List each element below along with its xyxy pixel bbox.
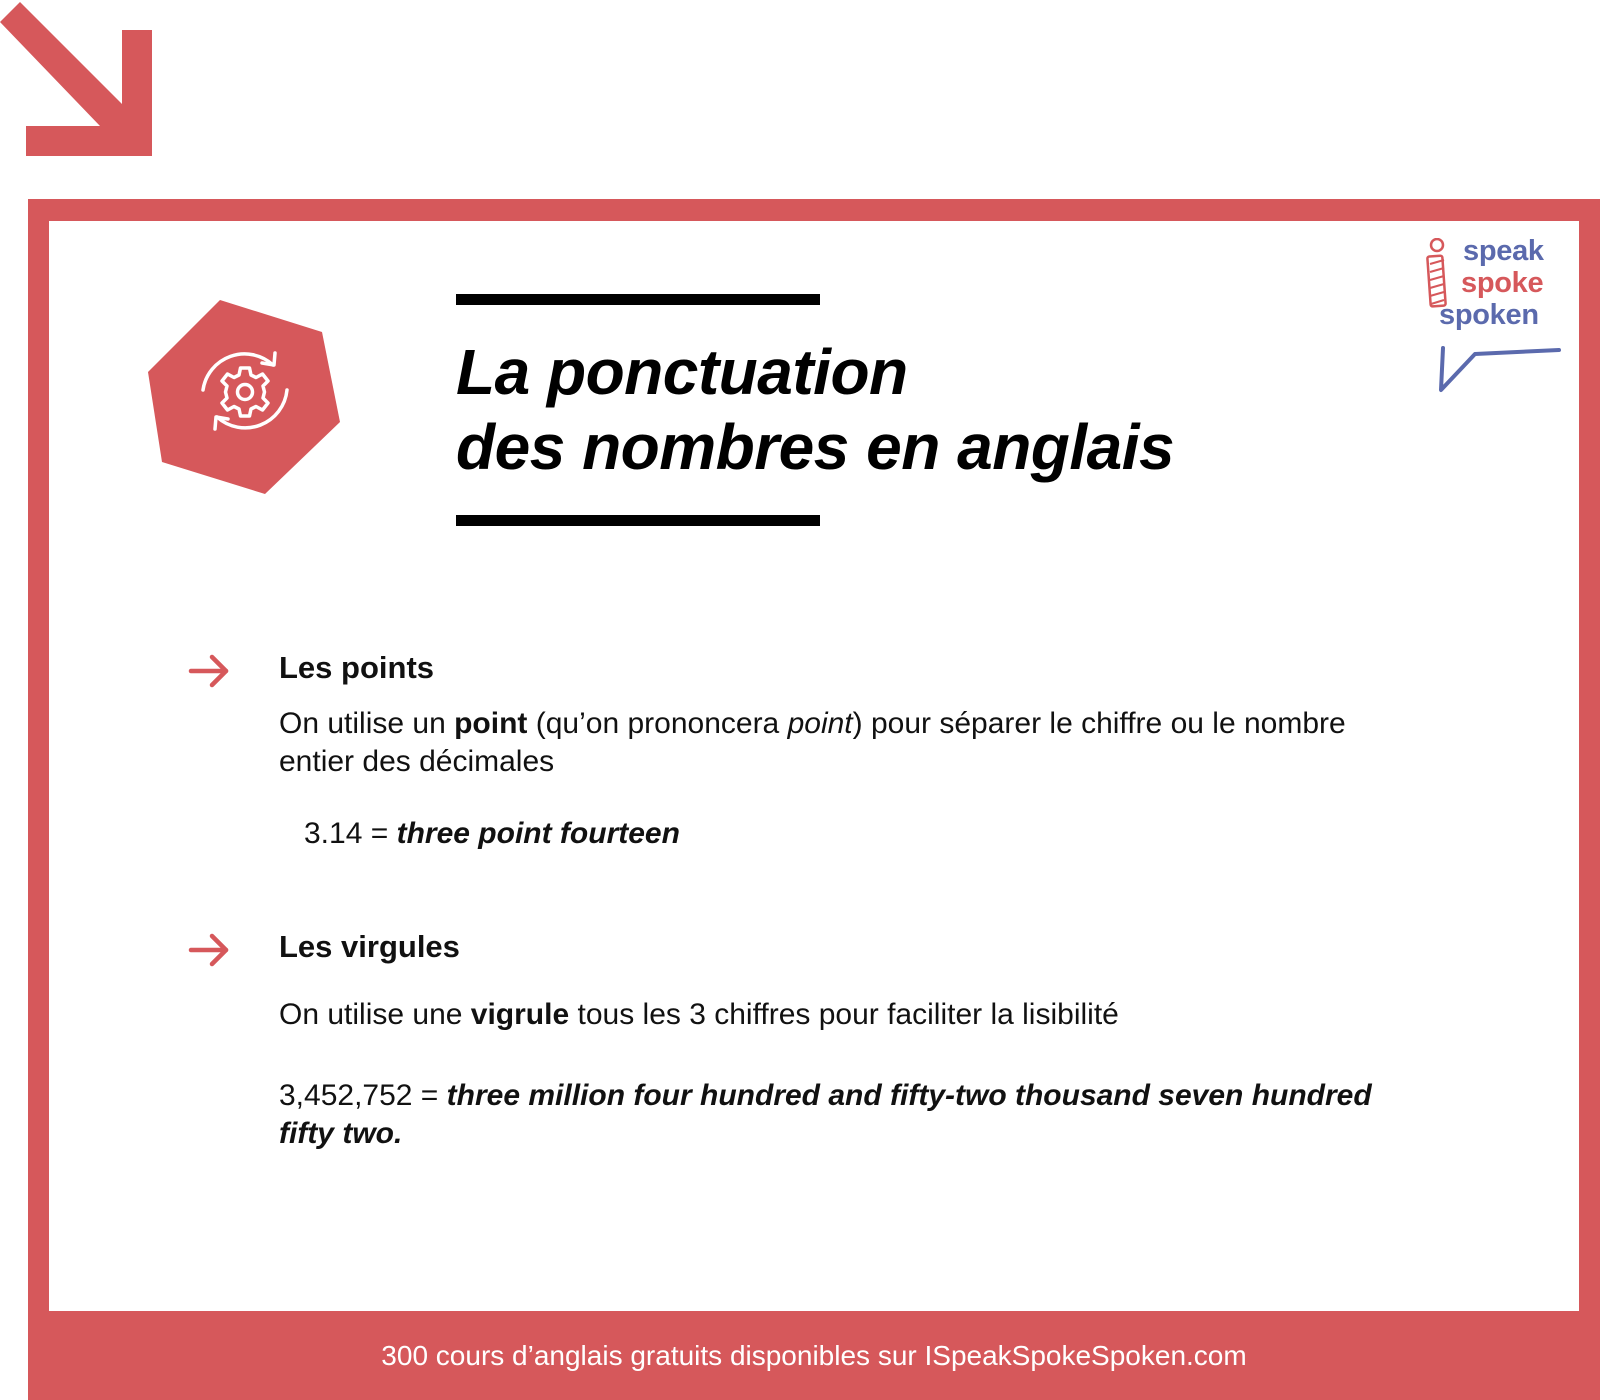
speech-bubble-icon xyxy=(1439,346,1561,396)
points-example-number: 3.14 xyxy=(304,817,363,850)
points-example-words: three point fourteen xyxy=(396,817,680,850)
section-text-points xyxy=(279,705,1389,781)
virgules-example-words: three million four hundred and fifty-two thousand seven hundred fifty two. xyxy=(279,1079,1372,1150)
points-text-part: ) pour séparer le chiffre ou le nombre entier des décimales xyxy=(279,707,1346,778)
section-heading-points: Les points xyxy=(279,650,435,685)
page-title-line-2: des nombres en anglais xyxy=(456,411,1175,483)
footer-text: 300 cours d’anglais gratuits disponibles sur ISpeakSpokeSpoken.com xyxy=(381,1340,1247,1371)
points-text-part: On utilise un xyxy=(279,707,455,740)
section-heading-virgules: Les virgules xyxy=(279,929,460,964)
virgules-text-part: tous les 3 chiffres pour faciliter la lisibilité xyxy=(569,998,1119,1031)
right-arrow-icon xyxy=(188,932,232,968)
down-right-arrow-icon xyxy=(0,0,160,160)
title-rule-bottom xyxy=(456,515,820,526)
logo-word-speak: speak xyxy=(1463,235,1544,267)
section-text-virgules xyxy=(279,996,1389,1034)
points-text-bold: point xyxy=(454,707,528,740)
virgules-text-bold: vigrule xyxy=(470,998,570,1031)
i-letter-logo-icon xyxy=(1425,238,1451,308)
title-rule-top xyxy=(456,294,820,305)
virgules-example-number: 3,452,752 xyxy=(279,1079,413,1112)
virgules-text-part: On utilise une xyxy=(279,998,471,1031)
gear-refresh-icon xyxy=(140,292,350,502)
points-text-part: (qu’on prononcera xyxy=(527,707,788,740)
virgules-example-equals: = xyxy=(412,1079,447,1112)
brand-logo xyxy=(1425,236,1575,396)
page-title-line-1: La ponctuation xyxy=(456,336,908,408)
points-example xyxy=(304,815,680,853)
page-title xyxy=(456,335,1174,485)
right-arrow-icon xyxy=(188,653,232,689)
points-text-italic: point xyxy=(787,707,853,740)
logo-word-spoke: spoke xyxy=(1461,267,1544,299)
logo-word-spoken: spoken xyxy=(1439,299,1539,331)
points-example-equals: = xyxy=(362,817,397,850)
virgules-example xyxy=(279,1077,1379,1153)
